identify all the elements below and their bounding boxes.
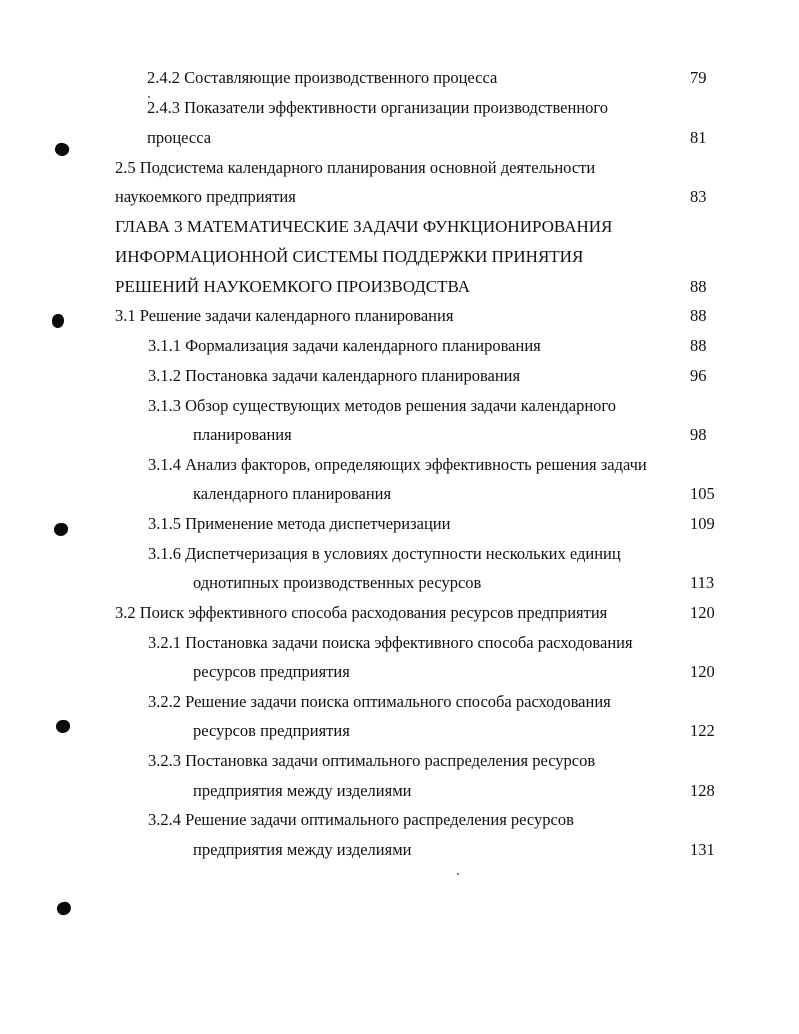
toc-entry-text: 3.1 Решение задачи календарного планирования xyxy=(115,306,454,325)
toc-entry-page: 113 xyxy=(690,573,715,592)
toc-entry-text: 3.2.3 Постановка задачи оптимального распределения ресурсов xyxy=(148,751,596,770)
toc-entry-text: 3.1.3 Обзор существующих методов решения задачи календарного xyxy=(148,396,617,415)
toc-entry-text: ресурсов предприятия xyxy=(193,721,350,740)
binder-hole-1 xyxy=(53,141,71,158)
toc-entry-page: 122 xyxy=(690,721,715,740)
toc-entry-page: 109 xyxy=(690,514,715,533)
toc-entry-text: планирования xyxy=(193,425,292,444)
toc-entry-page: 105 xyxy=(690,484,715,503)
toc-entry-page: 128 xyxy=(690,781,715,800)
toc-entry-page: 88 xyxy=(690,336,707,355)
toc-entry-page: 88 xyxy=(690,277,707,296)
toc-entry-text: 2.4.3 Показатели эффективности организации производственного xyxy=(147,98,609,117)
toc-entry-text: календарного планирования xyxy=(193,484,392,503)
toc-entry-text: предприятия между изделиями xyxy=(193,781,412,800)
binder-hole-3 xyxy=(54,523,68,536)
toc-entry-page: 120 xyxy=(690,662,715,681)
binder-hole-2 xyxy=(52,314,64,328)
toc-entry-text: ресурсов предприятия xyxy=(193,662,350,681)
toc-entry-page: 88 xyxy=(690,306,707,325)
toc-entry-text: 3.2.1 Постановка задачи поиска эффективного способа расходования xyxy=(148,633,633,652)
binder-hole-5 xyxy=(56,900,73,916)
toc-entry-page: 120 xyxy=(690,603,715,622)
toc-entry-page: 96 xyxy=(690,366,707,385)
toc-entry-text: 3.1.1 Формализация задачи календарного планирования xyxy=(148,336,541,355)
toc-entry-text: предприятия между изделиями xyxy=(193,840,412,859)
speck xyxy=(457,873,459,875)
toc-entry-text: 3.1.6 Диспетчеризация в условиях доступности нескольких единиц xyxy=(148,544,621,563)
toc-entry-text: 3.2 Поиск эффективного способа расходования ресурсов предприятия xyxy=(115,603,608,622)
toc-entry-text: 2.4.2 Составляющие производственного процесса xyxy=(147,68,498,87)
chapter-heading: ИНФОРМАЦИОННОЙ СИСТЕМЫ ПОДДЕРЖКИ ПРИНЯТИЯ xyxy=(115,247,584,266)
toc-entry-text: 3.1.2 Постановка задачи календарного планирования xyxy=(148,366,521,385)
toc-entry-page: 131 xyxy=(690,840,715,859)
toc-entry-page: 81 xyxy=(690,128,707,147)
toc-entry-text: 2.5 Подсистема календарного планирования основной деятельности xyxy=(115,158,596,177)
toc-entry-page: 79 xyxy=(690,68,707,87)
toc-entry-text: 3.2.2 Решение задачи поиска оптимального способа расходования xyxy=(148,692,611,711)
toc-entry-text: наукоемкого предприятия xyxy=(115,187,296,206)
toc-entry-page: 98 xyxy=(690,425,707,444)
toc-entry-text: процесса xyxy=(147,128,212,147)
toc-entry-text: 3.1.5 Применение метода диспетчеризации xyxy=(148,514,451,533)
toc-entry-text: 3.2.4 Решение задачи оптимального распределения ресурсов xyxy=(148,810,574,829)
chapter-heading: РЕШЕНИЙ НАУКОЕМКОГО ПРОИЗВОДСТВА xyxy=(115,277,471,296)
chapter-heading: ГЛАВА 3 МАТЕМАТИЧЕСКИЕ ЗАДАЧИ ФУНКЦИОНИРОВАНИЯ xyxy=(115,217,613,236)
toc-entry-text: 3.1.4 Анализ факторов, определяющих эффективность решения задачи xyxy=(148,455,647,474)
toc-entry-text: однотипных производственных ресурсов xyxy=(193,573,482,592)
binder-hole-4 xyxy=(56,720,70,733)
toc-entry-page: 83 xyxy=(690,187,707,206)
